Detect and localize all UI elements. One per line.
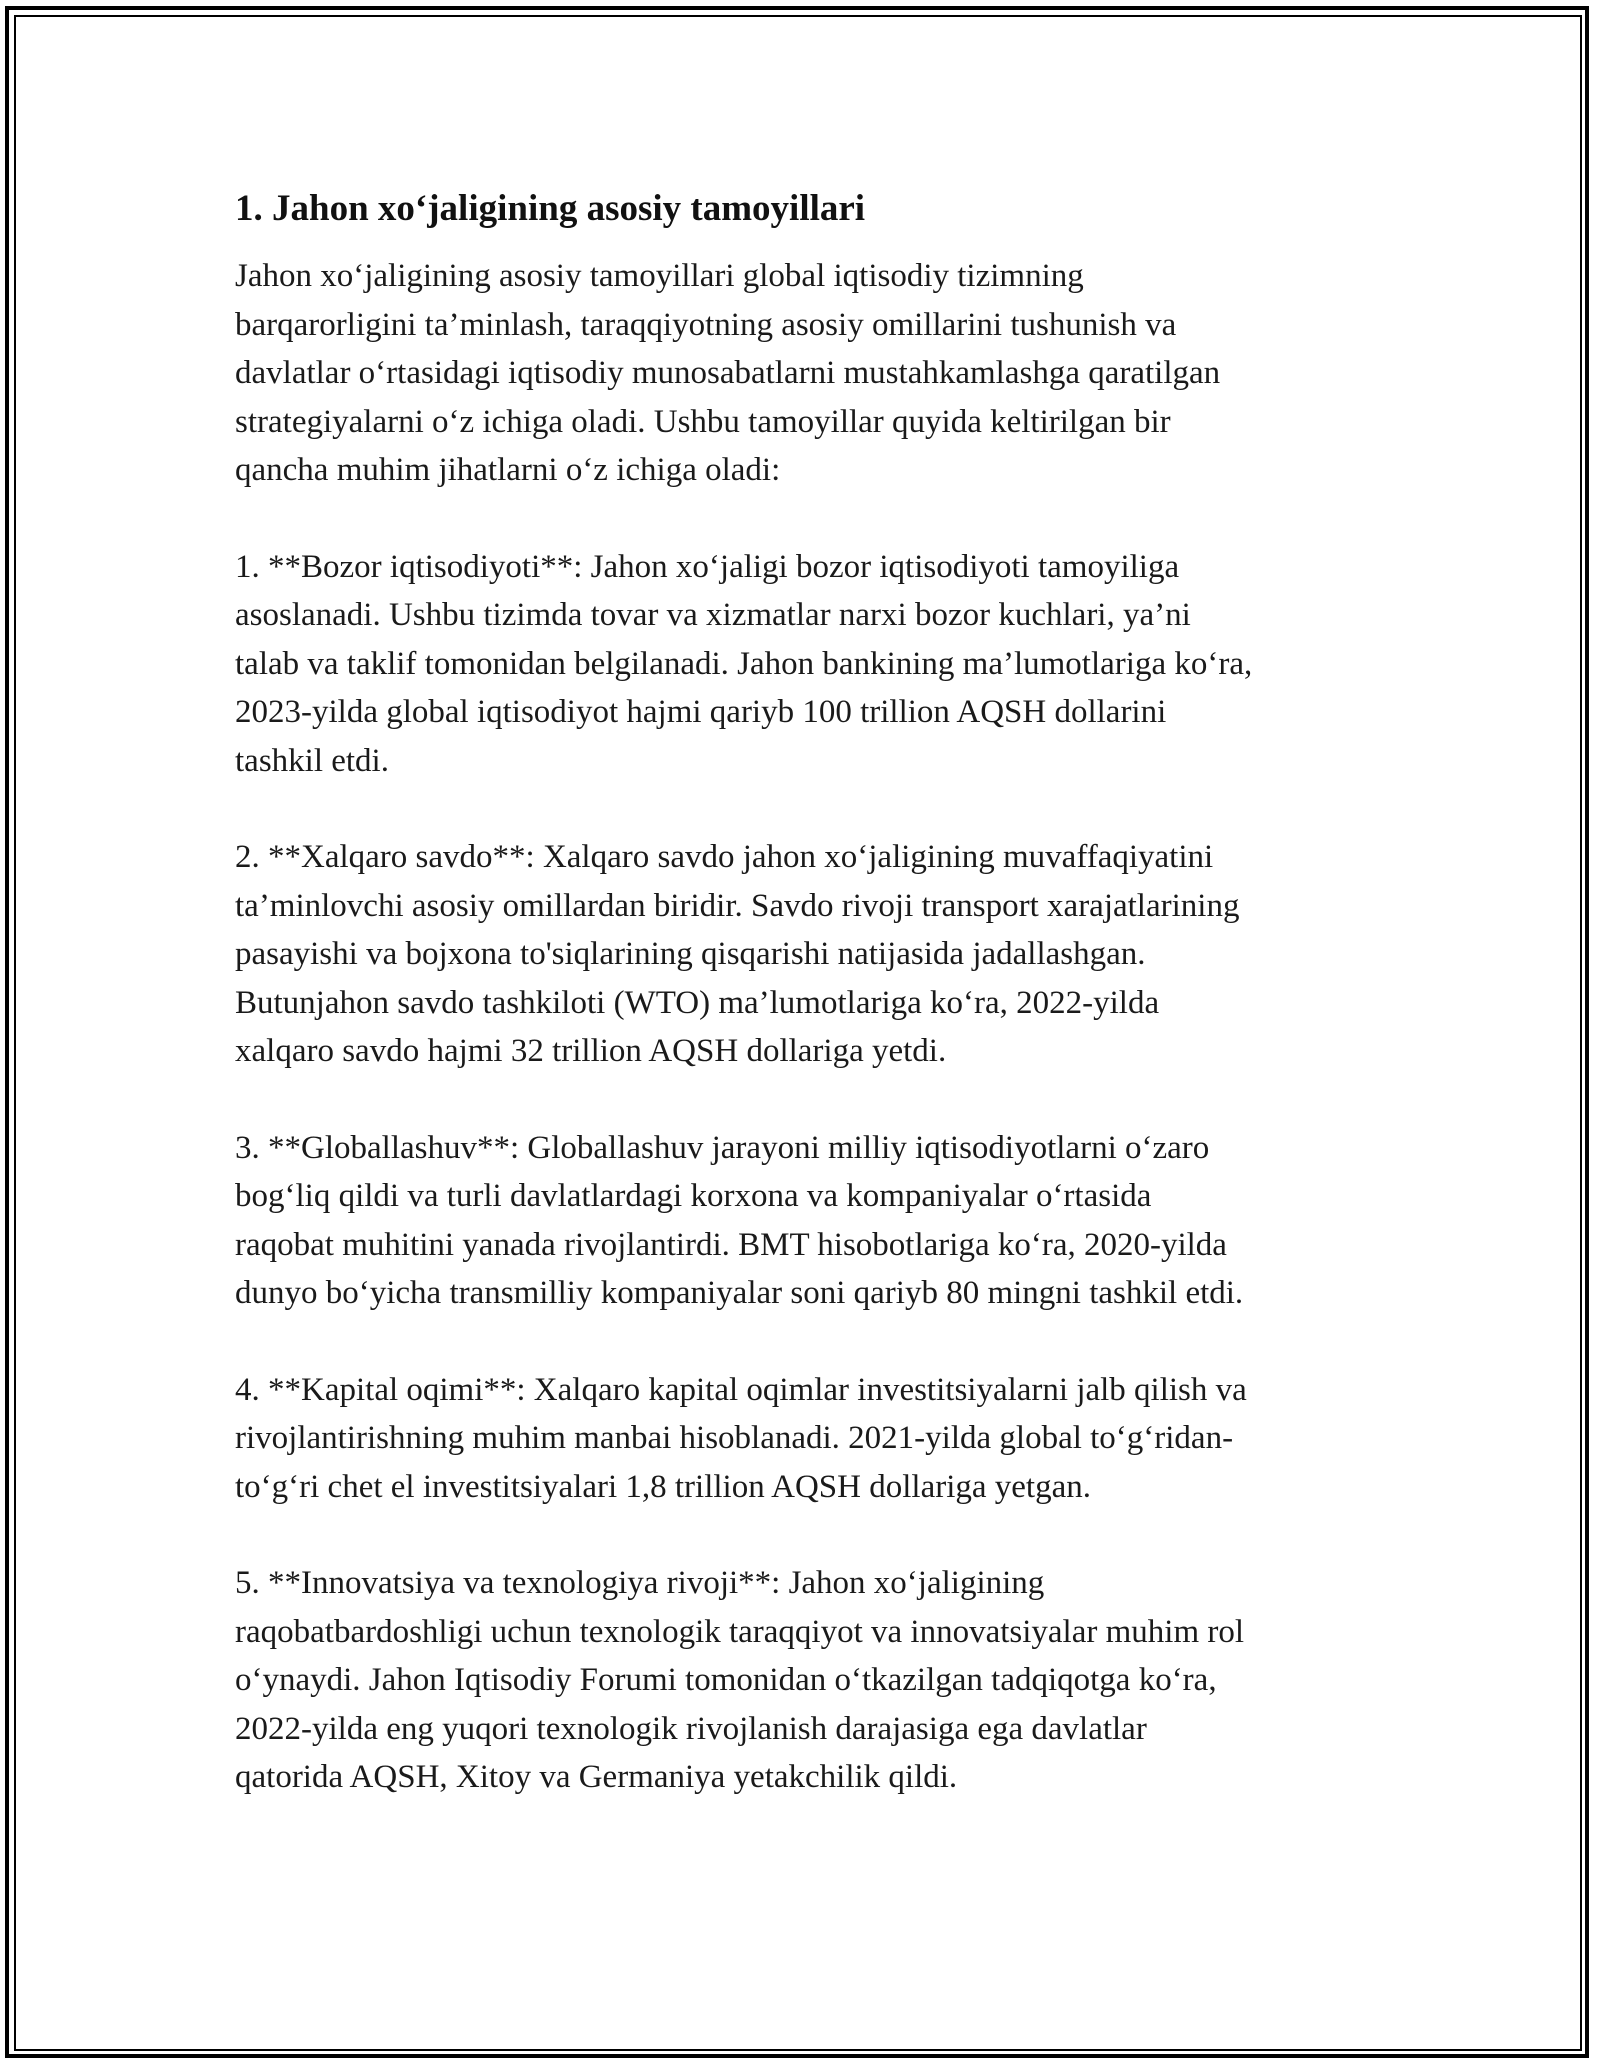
paragraph-globalization: 3. **Globallashuv**: Globallashuv jarayoni milliy iqtisodiyotlarni o‘zaro bog‘liq qildi va turli davlatlardagi korxona va kompaniyalar o‘rtasida raqobat muhitini yanada rivojlantirdi. BMT hisobotlariga ko‘ra, 2020-yilda dunyo bo‘yicha transmilliy kompaniyalar soni qariyb 80 mingni tashkil etdi. bbox=[235, 1129, 1244, 1311]
paragraph-innovation: 5. **Innovatsiya va texnologiya rivoji**: Jahon xo‘jaligining raqobatbardoshligi uchun texnologik taraqqiyot va innovatsiyalar muhim rol o‘ynaydi. Jahon Iqtisodiy Forumi tomonidan o‘tkazilgan tadqiqotga ko‘ra, 2022-yilda eng yuqori texnologik rivojlanish darajasiga ega davlatlar qatorida AQSH, Xitoy va Germaniya yetakchilik qildi. bbox=[235, 1565, 1245, 1795]
paragraph-international-trade: 2. **Xalqaro savdo**: Xalqaro savdo jahon xo‘jaligining muvaffaqiyatini ta’minlovchi asosiy omillardan biridir. Savdo rivoji transport xarajatlarining pasayishi va bojxona to'siqlarining qisqarishi natijasida jadallashgan. Butunjahon savdo tashkiloti (WTO) ma’lumotlariga ko‘ra, 2022-yilda xalqaro savdo hajmi 32 trillion AQSH dollariga yetdi. bbox=[235, 839, 1240, 1069]
paragraph-capital-flow: 4. **Kapital oqimi**: Xalqaro kapital oqimlar investitsiyalarni jalb qilish va rivojlantirishning muhim manbai hisoblanadi. 2021-yilda global to‘g‘ridan- to‘g‘ri chet el investitsiyalari 1,8 trillion AQSH dollariga yetgan. bbox=[235, 1371, 1247, 1505]
document-body bbox=[235, 186, 1375, 1850]
section-heading: 1. Jahon xo‘jaligining asosiy tamoyillari bbox=[235, 188, 866, 229]
paragraph-market-economy: 1. **Bozor iqtisodiyoti**: Jahon xo‘jaligi bozor iqtisodiyoti tamoyiliga asoslanadi. Ushbu tizimda tovar va xizmatlar narxi bozor kuchlari, ya’ni talab va taklif tomonidan belgilanadi. Jahon bankining ma’lumotlariga ko‘ra, 2023-yilda global iqtisodiyot hajmi qariyb 100 trillion AQSH dollarini tashkil etdi. bbox=[235, 548, 1253, 779]
intro-paragraph: Jahon xo‘jaligining asosiy tamoyillari global iqtisodiy tizimning barqarorligini ta’minlash, taraqqiyotning asosiy omillarini tushunish va davlatlar o‘rtasidagi iqtisodiy munosabatlarni mustahkamlashga qaratilgan strategiyalarni o‘z ichiga oladi. Ushbu tamoyillar quyida keltirilgan bir qancha muhim jihatlarni o‘z ichiga oladi: bbox=[235, 258, 1221, 488]
